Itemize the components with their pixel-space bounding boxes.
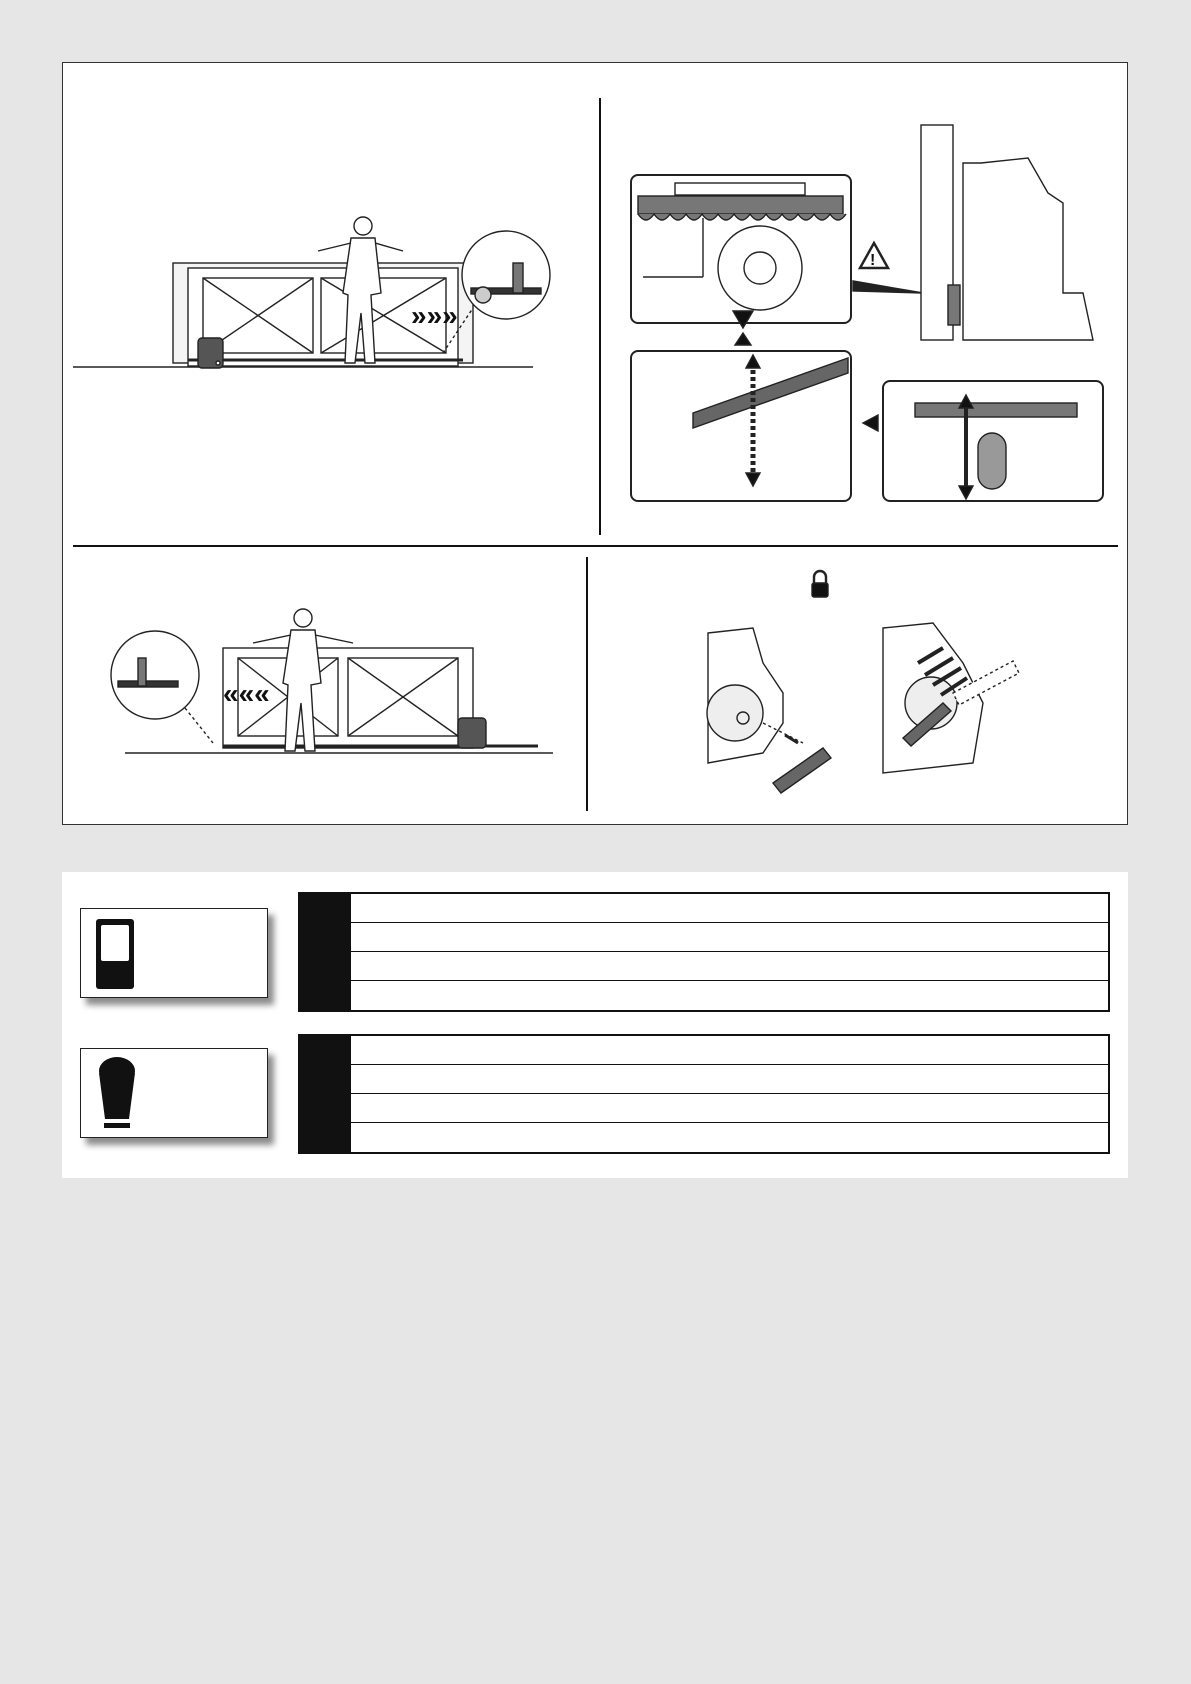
push-left-arrows: ««« xyxy=(223,678,270,709)
table-key xyxy=(300,1065,351,1093)
table-key xyxy=(300,1123,351,1152)
table-value xyxy=(351,1094,1108,1122)
table-value xyxy=(351,923,1108,951)
table-row xyxy=(300,1094,1108,1123)
table-row xyxy=(300,1036,1108,1065)
device-2-table xyxy=(298,1034,1110,1154)
table-key xyxy=(300,1094,351,1122)
table-key xyxy=(300,952,351,980)
table-key xyxy=(300,923,351,951)
device-table-panel xyxy=(62,872,1128,1178)
table-key xyxy=(300,981,351,1010)
warning-icon: ! xyxy=(870,252,876,269)
table-key xyxy=(300,894,351,922)
table-value xyxy=(351,952,1108,980)
figure-illustrations xyxy=(63,63,1129,826)
table-row xyxy=(300,894,1108,923)
device-1-table xyxy=(298,892,1110,1012)
push-button-icon xyxy=(95,1055,145,1135)
table-value xyxy=(351,1065,1108,1093)
panel-rack-pinion-alignment xyxy=(631,125,1103,501)
table-value xyxy=(351,894,1108,922)
device-card-push-button xyxy=(80,1048,268,1138)
table-value xyxy=(351,981,1108,1010)
table-value xyxy=(351,1123,1108,1152)
device-card-transmitter xyxy=(80,908,268,998)
table-row xyxy=(300,923,1108,952)
table-row xyxy=(300,1123,1108,1152)
figure-frame xyxy=(62,62,1128,825)
table-value xyxy=(351,1036,1108,1064)
table-row xyxy=(300,952,1108,981)
push-right-arrows: »»» xyxy=(411,300,458,331)
table-row xyxy=(300,981,1108,1010)
panel-push-gate-open xyxy=(73,217,550,368)
panel-manual-release-key xyxy=(707,571,1019,793)
table-key xyxy=(300,1036,351,1064)
transmitter-icon xyxy=(95,917,145,991)
table-row xyxy=(300,1065,1108,1094)
panel-push-gate-closed xyxy=(111,609,553,753)
